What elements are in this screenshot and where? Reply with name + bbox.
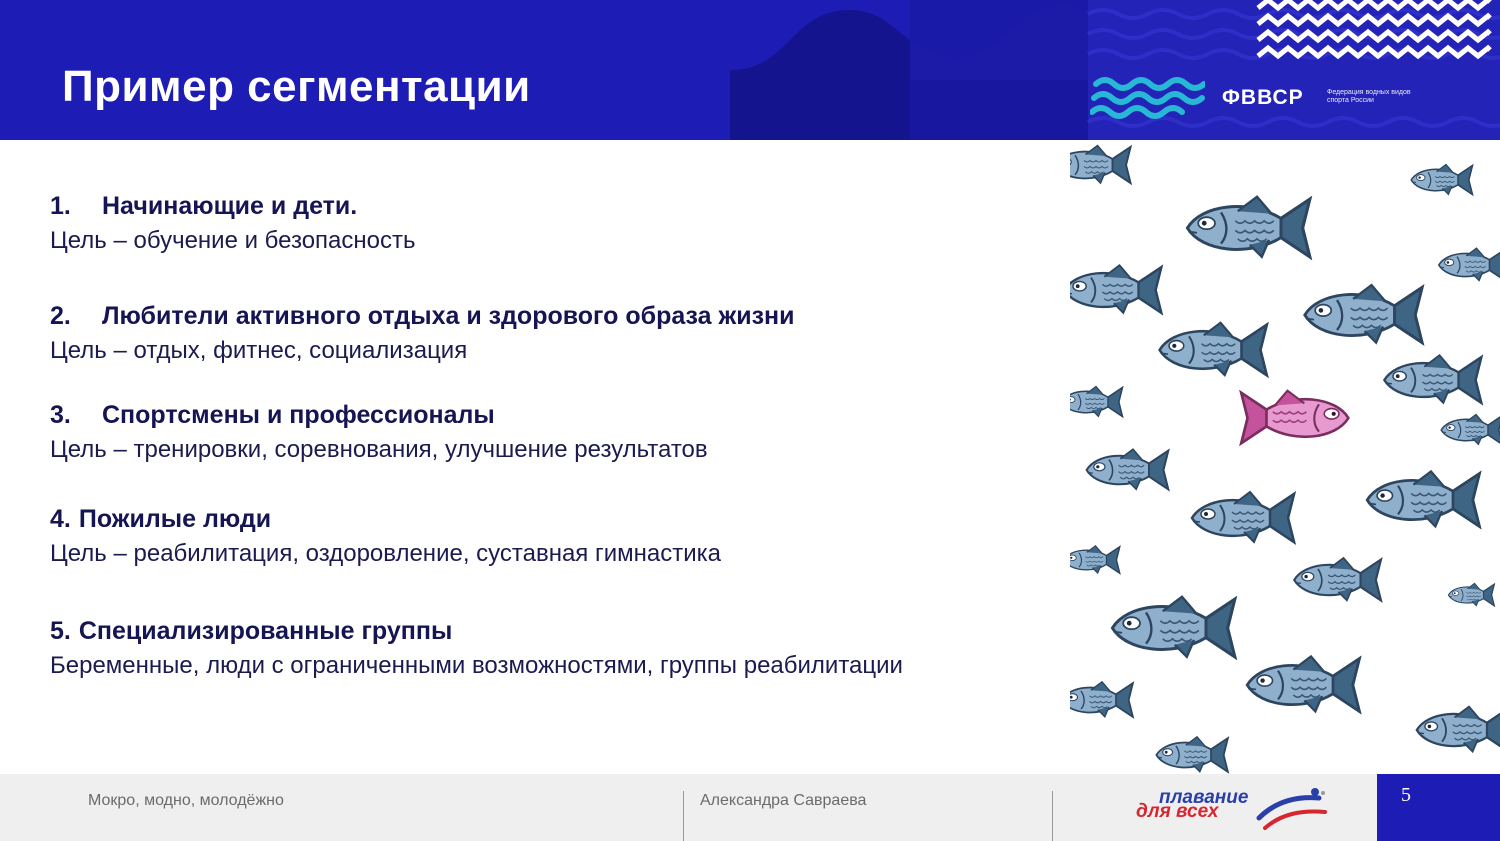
segment-number: 5. bbox=[50, 617, 71, 645]
swimming-for-all-logo bbox=[1135, 786, 1345, 831]
segment-description: Беременные, люди с ограниченными возможностями, группы реабилитации bbox=[50, 652, 903, 679]
segment-heading bbox=[50, 192, 415, 221]
federation-logo-text: ФВВСР bbox=[1222, 86, 1304, 109]
brand-line-1: плавание bbox=[1159, 787, 1249, 808]
segment-description: Цель – отдых, фитнес, социализация bbox=[50, 337, 468, 364]
segment-heading bbox=[50, 617, 903, 646]
page-number-box bbox=[1377, 774, 1500, 841]
segment-title: Начинающие и дети. bbox=[102, 192, 358, 220]
header-banner bbox=[0, 0, 1500, 140]
footer-divider bbox=[1052, 791, 1053, 841]
footer-divider bbox=[683, 791, 684, 841]
page-title: Пример сегментации bbox=[62, 62, 531, 111]
segment-title: Специализированные группы bbox=[78, 617, 453, 645]
segment-title: Спортсмены и профессионалы bbox=[102, 401, 495, 429]
segment-item bbox=[50, 401, 708, 464]
segment-number: 4. bbox=[50, 505, 71, 533]
segment-description: Цель – тренировки, соревнования, улучшение результатов bbox=[50, 436, 708, 463]
segment-item bbox=[50, 505, 721, 568]
footer-bar bbox=[0, 774, 1500, 841]
swimmer-icon bbox=[1255, 788, 1330, 832]
segment-item bbox=[50, 192, 415, 255]
waves-logo-icon bbox=[1090, 70, 1205, 120]
brand-line-2: для всех bbox=[1136, 801, 1219, 822]
segment-number: 3. bbox=[50, 401, 71, 429]
page-number: 5 bbox=[1401, 784, 1411, 806]
segment-description: Цель – реабилитация, оздоровление, суставная гимнастика bbox=[50, 540, 722, 567]
segment-heading bbox=[50, 505, 721, 534]
segment-title: Пожилые люди bbox=[78, 505, 272, 533]
footer-author: Александра Савраева bbox=[700, 792, 867, 809]
footer-slogan: Мокро, модно, молодёжно bbox=[88, 792, 284, 809]
segment-number: 2. bbox=[50, 302, 71, 330]
segment-item bbox=[50, 302, 794, 365]
fish-school-illustration bbox=[1070, 140, 1500, 774]
segment-heading bbox=[50, 401, 708, 430]
segment-number: 1. bbox=[50, 192, 71, 220]
segment-heading bbox=[50, 302, 794, 331]
segment-item bbox=[50, 617, 903, 680]
federation-logo-subtext: Федерация водных видов спорта России bbox=[1327, 89, 1411, 104]
segment-title: Любители активного отдыха и здорового образа жизни bbox=[102, 302, 795, 330]
segment-description: Цель – обучение и безопасность bbox=[50, 227, 416, 254]
fish-school-image bbox=[1070, 140, 1500, 774]
